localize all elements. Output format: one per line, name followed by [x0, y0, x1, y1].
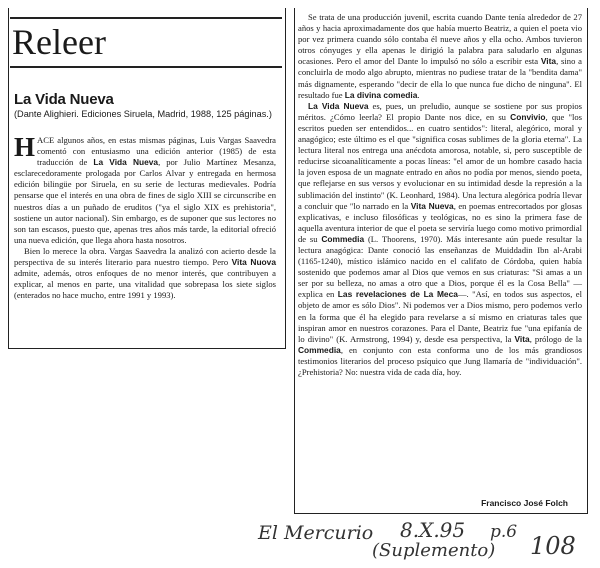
book-title-ref: Convivio [510, 111, 546, 122]
p2-lead: Bien lo merece la obra. Vargas Saavedra la analizó con acierto desde la perspectiva de su interés literario para nuestro tiempo. Pero [14, 245, 276, 268]
book-title-ref: Vita Nueva [410, 200, 454, 211]
book-title-ref: La divina comedia [344, 89, 418, 100]
right-body-text [298, 12, 582, 378]
paragraph-4 [298, 101, 582, 378]
book-credits: (Dante Alighieri. Ediciones Siruela, Madrid, 1988, 125 páginas.) [14, 109, 272, 119]
book-title-ref: Las revelaciones de La Meca [337, 289, 458, 300]
left-body-text [14, 132, 276, 301]
p3-end: . [417, 89, 420, 100]
handwritten-number: 108 [530, 532, 576, 560]
p4-f: , prólogo de la [529, 333, 582, 344]
book-title-ref: Commedia [298, 344, 341, 355]
book-title-ref: Vita Nuova [231, 257, 276, 268]
book-title-ref: Vita [514, 333, 530, 344]
handwritten-source: El Mercurio [258, 522, 374, 544]
p3-lead: Se trata de una producción juvenil, escrita cuando Dante tenía alrededor de 27 años y hacia aproximadamente dos que había muerto Beatriz, a quien el poeta vio por vez primera cuando sólo contaba él nueve años y ella ocho. Ambos tuvieron otros cónyuges y ella apenas le dirigió la palabra para saludarlo en algunas ocasiones. Pero el amor del Dante lo impulsó no sólo a escribir esta [298, 12, 582, 67]
p1-rest: , por Julio Martínez Mesanza, esclarecedoramente prologada por Carlos Alvar y entregada en hermosa edición bilingüe por Siruela, en su serie de lecturas medievales. Podría pensarse que el interés en una obra de fines de siglo XIII se circunscribe en nuestros días a un puñado de eruditos ("ya el siglo XIX es prehistoria", sostiene un autor nacional). Sin embargo, es de suponer que sus lectores no son tan escasos, puesto que, apenas tres años más tarde, la editorial ofreció una nueva edición, que llega ahora hasta nosotros. [14, 157, 276, 245]
p4-e: —. "Así, en todos sus aspectos, el objeto de amor es sólo Dios". Ni podemos ver a Dios mismo, pero podemos verlo en la forma que él ha elegido para revelarse a sí mismo en criaturas tales que inspiran amor en nuestros corazones. Para el Dante, Beatriz fue "una epifanía de lo divino" (K. Armstrong, 1994) y, desde esa perspectiva, la [298, 289, 582, 344]
author-signature: Francisco José Folch [481, 498, 568, 508]
p4-c: , en poemas entrecortados por glosas explicativas, e incluso filosóficas y teológicas, no es sino la primera fase de aquella aventura interior de que el poeta se serviría luego como motivo primordial de su [298, 200, 582, 244]
book-title-ref: La Vida Nueva [93, 157, 159, 168]
p4-g: , en conjunto con esta conforma uno de los más grandiosos testimonios literarios del proceso psíquico que Jung llamaría de "individuación". ¿Prehistoria? No: nuestra vida de cada día, hoy. [298, 344, 582, 377]
p2-rest: admite, además, otros enfoques de no menor interés, que contribuyen a explicar, al menos en parte, una vitalidad que sobrepasa los siete siglos (enterados no hace mucho, entre 1991 y 1993). [14, 268, 276, 301]
p4-d: (L. Thoorens, 1970). Más interesante aún puede resultar la lectura anagógica: Dante conoció las enseñanzas de Muiddadin Ibn al-Arabi (1165-1240), místico islámico nacido en el califato de Córdoba, quien había sostenido que podemos amar al Dios que vemos en sus criaturas: "Si amas a un ser por su belleza, no amas a otro que a Dios, porque él es la Cosa Bella" —explica en [298, 233, 582, 300]
handwritten-page: p.6 [490, 522, 518, 542]
p3-mid: , sino a concluirla de modo algo abrupto, mientras no pudiese tratar de la "bendita dama" más dignamente, esperando "decir de ella lo que nunca fue dicho de ninguna". El resultado fue [298, 56, 582, 100]
paragraph-2 [14, 246, 276, 301]
handwritten-supplement: (Suplemento) [372, 540, 496, 561]
handwritten-date: 8.X.95 [400, 518, 466, 542]
section-title: Releer [12, 22, 106, 62]
title-rule [10, 66, 282, 68]
top-rule [10, 17, 282, 19]
book-title-ref: La Vida Nueva [308, 100, 369, 111]
p1-lead: ACE algunos años, en estas mismas páginas, Luis Vargas Saavedra comentó con entusiasmo una edición anterior (1985) de esta traducción de [37, 135, 276, 168]
book-title-ref: Vita [540, 56, 557, 67]
drop-cap: H [14, 132, 36, 162]
book-title-ref: Commedia [321, 233, 365, 244]
article-headline: La Vida Nueva [14, 91, 114, 108]
paragraph-3 [298, 12, 582, 101]
paragraph-1 [14, 132, 276, 246]
p4-a: es, pues, un preludio, aunque se sostiene por sus propios méritos. ¿Cómo leerla? El propio Dante nos dice, en su [298, 100, 582, 122]
p4-b: , que "los escritos pueden ser entendidos... en cuatro sentidos": literal, alegórico, moral y anagógico; este último es el que "significa cosas sublimes de la gloria eterna". La lectura literal nos entrega una anécdota amorosa, notable, si, pero susceptible de reducirse sicoanalíticamente a pocas líneas: "el amor de un hombre casado hacia la joven esposa de un magnate entrado en años no podía por menos, siendo poeta, que reflejarse en sus versos y evolucionar en su intimidad desde la represión a la sublimación del instinto" (K. Leonhard, 1984). Una lectura alegórica podría llevar a concluir que "lo narrado en la [298, 111, 582, 211]
